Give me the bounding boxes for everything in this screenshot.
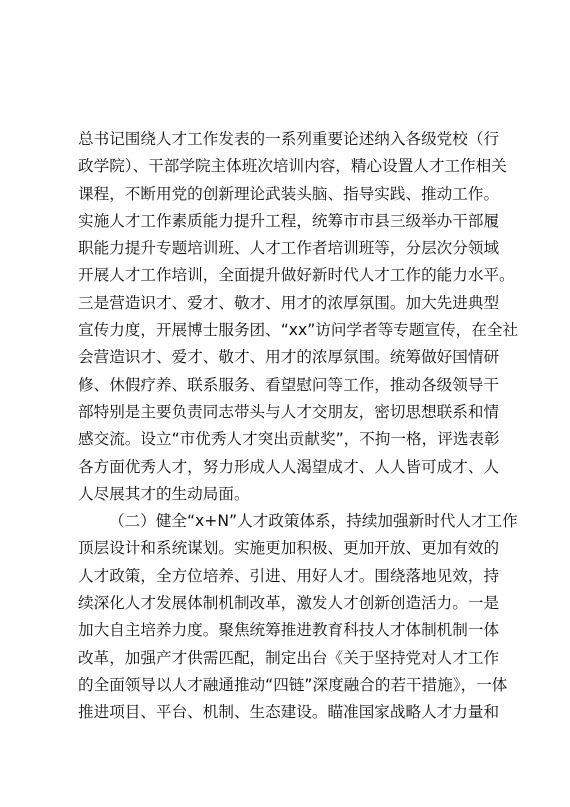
- text-line: 课程，不断用党的创新理论武装头脑、指导实践、推动工作。: [78, 184, 500, 203]
- text-line: 顶层设计和系统谋划。实施更加积极、更加开放、更加有效的: [78, 539, 500, 558]
- text-line: 会营造识才、爱才、敬才、用才的浓厚氛围。统筹做好国情研: [78, 348, 500, 367]
- text-line: 加大自主培养力度。聚焦统筹推进教育科技人才体制机制一体: [78, 621, 500, 640]
- section-heading-line: （二）健全“x+N”人才政策体系，持续加强新时代人才工作: [109, 512, 518, 531]
- text-line: 修、休假疗养、联系服务、看望慰问等工作，推动各级领导干: [78, 375, 500, 394]
- text-line: 各方面优秀人才，努力形成人人渴望成才、人人皆可成才、人: [78, 457, 500, 476]
- text-line: 开展人才工作培训，全面提升做好新时代人才工作的能力水平。: [78, 266, 515, 285]
- text-line: 续深化人才发展体制机制改革，激发人才创新创造活力。一是: [78, 594, 500, 613]
- text-line: 总书记围绕人才工作发表的一系列重要论述纳入各级党校（行: [78, 130, 500, 148]
- text-line: 的全面领导以人才融通推动“四链”深度融合的若干措施》，一体: [78, 675, 508, 694]
- text-line: 部特别是主要负责同志带头与人才交朋友，密切思想联系和情: [78, 402, 500, 421]
- text-line: 职能力提升专题培训班、人才工作者培训班等，分层次分领域: [78, 239, 500, 258]
- text-line: 人尽展其才的生动局面。: [78, 484, 250, 503]
- text-line: 改革，加强产才供需匹配，制定出台《关于坚持党对人才工作: [78, 648, 500, 667]
- text-line: 宣传力度，开展博士服务团、“xx”访问学者等专题宣传，在全社: [78, 321, 519, 340]
- text-line: 人才政策，全方位培养、引进、用好人才。围绕落地见效，持: [78, 566, 500, 585]
- text-line: 三是营造识才、爱才、敬才、用才的浓厚氛围。加大先进典型: [78, 293, 500, 312]
- text-line: 政学院）、干部学院主体班次培训内容，精心设置人才工作相关: [78, 157, 507, 176]
- text-line: 推进项目、平台、机制、生态建设。瞄准国家战略人才力量和: [78, 703, 500, 722]
- text-line: 实施人才工作素质能力提升工程，统筹市市县三级举办干部履: [78, 211, 500, 230]
- body-text: [78, 126, 519, 727]
- text-line: 感交流。设立“市优秀人才突出贡献奖”，不拘一格，评选表彰: [78, 430, 500, 449]
